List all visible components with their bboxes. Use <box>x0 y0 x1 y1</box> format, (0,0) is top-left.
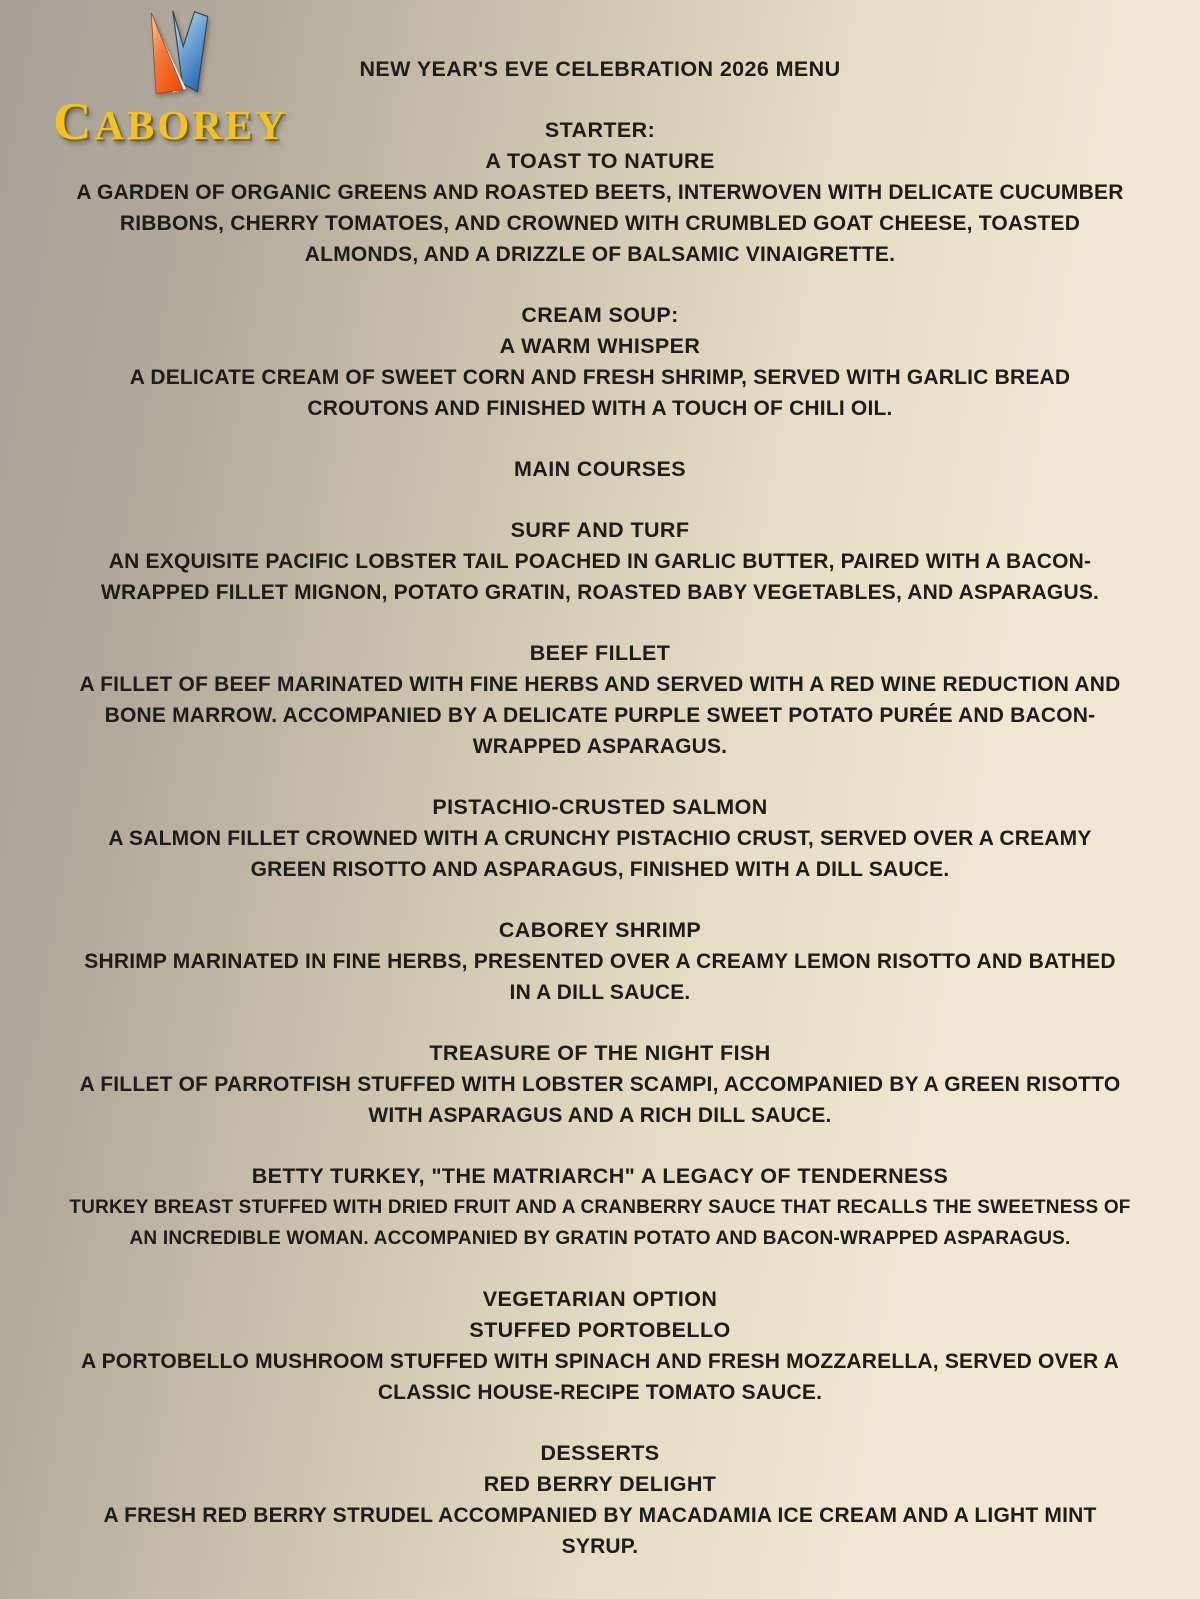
page-title: NEW YEAR'S EVE CELEBRATION 2026 MENU <box>359 57 841 81</box>
menu-section-desserts <box>45 1438 1155 1562</box>
menu-section-pistachio-salmon <box>45 792 1155 885</box>
dish-description: TURKEY BREAST STUFFED WITH DRIED FRUIT AND A CRANBERRY SAUCE THAT RECALLS THE SWEETNESS OF AN INCREDIBLE WOMAN. ACCOMPANIED BY GRATIN POTATO AND BACON-WRAPPED ASPARAGUS. <box>69 1197 1131 1249</box>
section-heading: STARTER: <box>544 118 656 142</box>
dish-description: AN EXQUISITE PACIFIC LOBSTER TAIL POACHED IN GARLIC BUTTER, PAIRED WITH A BACON-WRAPPED FILLET MIGNON, POTATO GRATIN, ROASTED BABY VEGETABLES, AND ASPARAGUS. <box>100 550 1100 604</box>
brand-wordmark: CABOREY <box>53 93 288 151</box>
dish-name: BEEF FILLET <box>529 641 671 665</box>
menu-body <box>45 115 1155 1562</box>
menu-section-cream-soup <box>45 300 1155 424</box>
dish-description: A DELICATE CREAM OF SWEET CORN AND FRESH SHRIMP, SERVED WITH GARLIC BREAD CROUTONS AND FINISHED WITH A TOUCH OF CHILI OIL. <box>129 366 1071 420</box>
dish-description: A SALMON FILLET CROWNED WITH A CRUNCHY PISTACHIO CRUST, SERVED OVER A CREAMY GREEN RISOTTO AND ASPARAGUS, FINISHED WITH A DILL SAUCE. <box>108 827 1092 881</box>
dish-name: SURF AND TURF <box>510 518 690 542</box>
dish-description: SHRIMP MARINATED IN FINE HERBS, PRESENTED OVER A CREAMY LEMON RISOTTO AND BATHED IN A DILL SAUCE. <box>84 950 1116 1004</box>
section-heading: MAIN COURSES <box>513 457 687 481</box>
dish-name: A WARM WHISPER <box>499 334 701 358</box>
section-heading: VEGETARIAN OPTION <box>482 1287 718 1311</box>
dish-name: STUFFED PORTOBELLO <box>469 1318 731 1342</box>
dish-name: TREASURE OF THE NIGHT FISH <box>429 1041 771 1065</box>
dish-description: A PORTOBELLO MUSHROOM STUFFED WITH SPINACH AND FRESH MOZZARELLA, SERVED OVER A CLASSIC HOUSE-RECIPE TOMATO SAUCE. <box>80 1350 1119 1404</box>
section-heading: CREAM SOUP: <box>521 303 679 327</box>
crown-icon <box>124 8 218 102</box>
menu-section-beef-fillet <box>45 638 1155 762</box>
menu-section-main-courses <box>45 454 1155 485</box>
dish-name: CABOREY SHRIMP <box>498 918 702 942</box>
dish-description: A FILLET OF PARROTFISH STUFFED WITH LOBSTER SCAMPI, ACCOMPANIED BY A GREEN RISOTTO WITH ASPARAGUS AND A RICH DILL SAUCE. <box>79 1073 1121 1127</box>
section-heading: DESSERTS <box>540 1441 660 1465</box>
dish-name: RED BERRY DELIGHT <box>483 1472 717 1496</box>
menu-section-caborey-shrimp <box>45 915 1155 1008</box>
caborey-logo <box>18 8 323 149</box>
dish-description: A FILLET OF BEEF MARINATED WITH FINE HERBS AND SERVED WITH A RED WINE REDUCTION AND BONE MARROW. ACCOMPANIED BY A DELICATE PURPLE SWEET POTATO PURÉE AND BACON-WRAPPED ASPARAGUS. <box>79 673 1121 758</box>
dish-name: PISTACHIO-CRUSTED SALMON <box>432 795 768 819</box>
menu-section-betty-turkey <box>45 1161 1155 1254</box>
dish-name: BETTY TURKEY, "THE MATRIARCH" A LEGACY OF TENDERNESS <box>251 1164 949 1188</box>
dish-description: A GARDEN OF ORGANIC GREENS AND ROASTED BEETS, INTERWOVEN WITH DELICATE CUCUMBER RIBBONS, CHERRY TOMATOES, AND CROWNED WITH CRUMBLED GOAT CHEESE, TOASTED ALMONDS, AND A DRIZZLE OF BALSAMIC VINAIGRETTE. <box>76 181 1124 266</box>
menu-section-surf-and-turf <box>45 515 1155 608</box>
dish-name: A TOAST TO NATURE <box>485 149 715 173</box>
menu-section-vegetarian <box>45 1284 1155 1408</box>
dish-description: A FRESH RED BERRY STRUDEL ACCOMPANIED BY MACADAMIA ICE CREAM AND A LIGHT MINT SYRUP. <box>103 1504 1097 1558</box>
menu-section-night-fish <box>45 1038 1155 1131</box>
